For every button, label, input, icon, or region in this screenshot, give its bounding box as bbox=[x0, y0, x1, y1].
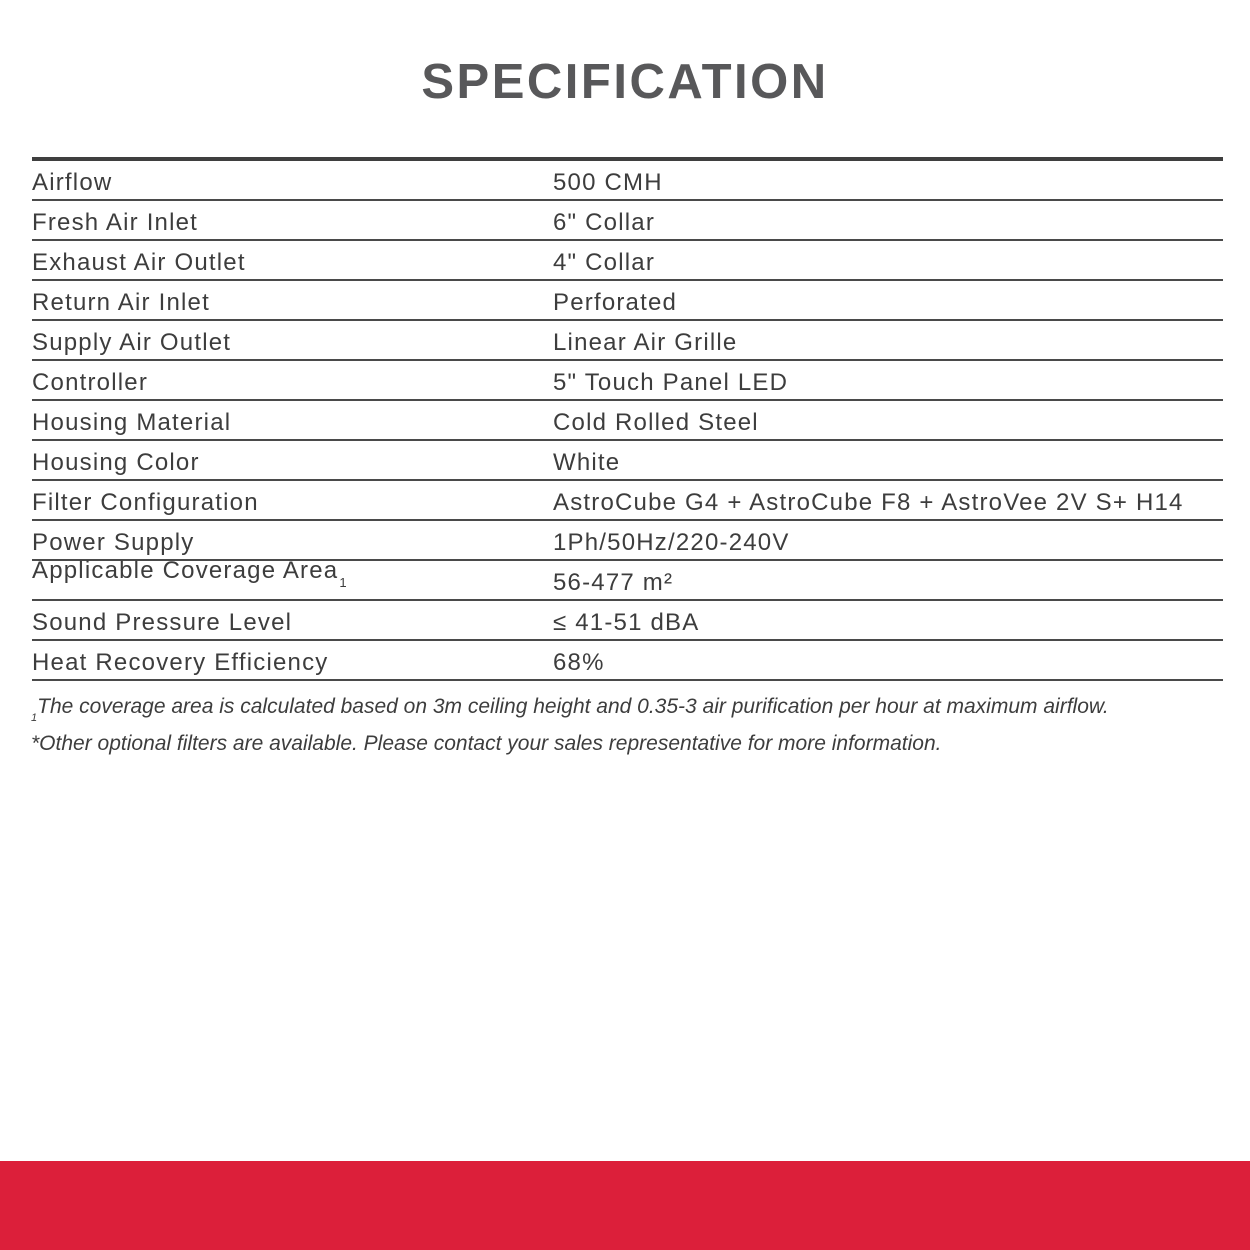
spec-label: Return Air Inlet bbox=[32, 289, 210, 316]
spec-value: 5" Touch Panel LED bbox=[553, 369, 789, 396]
spec-value: Cold Rolled Steel bbox=[553, 409, 759, 436]
table-row bbox=[32, 441, 1223, 481]
table-row bbox=[32, 201, 1223, 241]
spec-value: 68% bbox=[553, 649, 605, 676]
spec-label: Fresh Air Inlet bbox=[32, 209, 199, 236]
spec-value: White bbox=[553, 449, 621, 476]
spec-value: Linear Air Grille bbox=[553, 329, 738, 356]
spec-value: 56-477 m² bbox=[553, 569, 674, 596]
table-row bbox=[32, 241, 1223, 281]
footnote-1 bbox=[31, 694, 1231, 731]
spec-label: Controller bbox=[32, 369, 149, 396]
spec-label: Applicable Coverage Area bbox=[32, 557, 339, 584]
table-row bbox=[32, 401, 1223, 441]
spec-value: ≤ 41-51 dBA bbox=[553, 609, 700, 636]
table-row bbox=[32, 321, 1223, 361]
spec-label: Sound Pressure Level bbox=[32, 609, 293, 636]
table-row bbox=[32, 641, 1223, 681]
footer-bar bbox=[0, 1161, 1250, 1250]
spec-label: Housing Material bbox=[32, 409, 232, 436]
table-row bbox=[32, 521, 1223, 561]
table-row bbox=[32, 161, 1223, 201]
spec-value: Perforated bbox=[553, 289, 678, 316]
table-row bbox=[32, 557, 1223, 601]
spec-table bbox=[32, 161, 1223, 681]
page-title: SPECIFICATION bbox=[421, 55, 829, 109]
footnotes bbox=[31, 694, 1231, 757]
spec-label-with-footnote bbox=[32, 556, 347, 598]
table-row bbox=[32, 361, 1223, 401]
footnote-2: *Other optional filters are available. Please contact your sales representative for more information. bbox=[31, 732, 942, 755]
spec-label: Airflow bbox=[32, 169, 113, 196]
spec-label: Heat Recovery Efficiency bbox=[32, 649, 329, 676]
spec-label: Housing Color bbox=[32, 449, 200, 476]
spec-label: Supply Air Outlet bbox=[32, 329, 232, 356]
spec-label: Filter Configuration bbox=[32, 489, 259, 516]
footnote-marker: 1 bbox=[31, 712, 38, 724]
footnote-text: The coverage area is calculated based on 3m ceiling height and 0.35-3 air purification per hour at maximum airflow. bbox=[37, 695, 1109, 718]
footnote-marker: 1 bbox=[339, 575, 347, 590]
spec-value: 1Ph/50Hz/220-240V bbox=[553, 529, 790, 556]
spec-value: 500 CMH bbox=[553, 169, 663, 196]
table-row bbox=[32, 281, 1223, 321]
spec-value: 4" Collar bbox=[553, 249, 656, 276]
spec-value: 6" Collar bbox=[553, 209, 656, 236]
spec-label: Power Supply bbox=[32, 529, 195, 556]
table-row bbox=[32, 601, 1223, 641]
spec-value: AstroCube G4 + AstroCube F8 + AstroVee 2V S+ H14 bbox=[553, 489, 1184, 516]
spec-label: Exhaust Air Outlet bbox=[32, 249, 246, 276]
table-row bbox=[32, 481, 1223, 521]
